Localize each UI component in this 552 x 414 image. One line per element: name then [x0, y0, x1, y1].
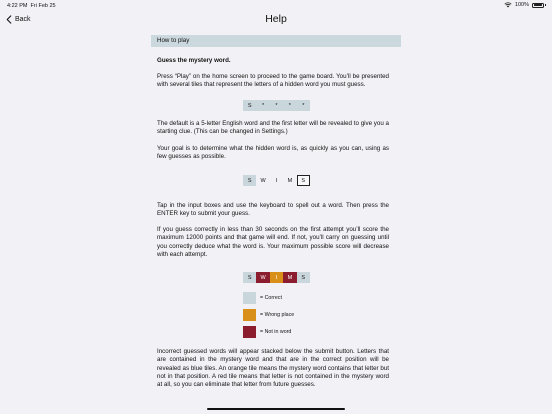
help-paragraph-6-text: Incorrect guessed words will appear stacked below the submit button. Letters that are contained in the mystery word and that are in the correct position will be revealed as blue tiles. An orange tile means the mystery word contains that letter but not in that position. A red tile means that letter is not contained in the mystery word at all, so you can eliminate that letter from future guesses.	[157, 348, 389, 389]
page-title: Help	[265, 13, 287, 25]
tile: S	[243, 100, 256, 111]
status-time-text: 4:22 PM	[7, 3, 28, 9]
tile: M	[283, 272, 296, 283]
tile: *	[270, 100, 283, 111]
help-paragraph-4-text: Tap in the input boxes and use the keyboard to spell out a word. Then press the ENTER key to submit your guess.	[157, 202, 389, 218]
legend-wrong-place-label: = Wrong place	[260, 312, 295, 318]
tile: *	[297, 100, 310, 111]
tile-row-example-3	[243, 272, 310, 283]
legend-wrong-place	[243, 309, 294, 321]
status-bar	[0, 0, 552, 12]
tile: *	[283, 100, 296, 111]
status-date-text: Fri Feb 25	[30, 3, 56, 9]
status-time	[7, 3, 56, 9]
status-right	[504, 2, 546, 8]
home-indicator[interactable]	[207, 408, 345, 410]
section-header: How to play	[151, 35, 401, 47]
help-paragraph-3-text: Your goal is to determine what the hidden word is, as quickly as you can, using as few guesses as possible.	[157, 145, 389, 161]
legend-correct-label: = Correct	[260, 295, 282, 301]
legend-not-in-word	[243, 326, 291, 338]
battery-fill	[534, 4, 543, 6]
help-paragraph-3	[157, 145, 389, 162]
help-paragraph-6	[157, 348, 389, 389]
tile: S	[243, 175, 256, 186]
legend-swatch-correct	[243, 292, 256, 304]
legend-swatch-wrong-place	[243, 309, 256, 321]
help-paragraph-2-text: The default is a 5-letter English word and the first letter will be revealed to give you a starting clue. (This can be changed in Settings.)	[157, 120, 389, 136]
legend-not-in-word-label: = Not in word	[260, 329, 292, 335]
tile-row-example-2	[243, 175, 310, 186]
help-paragraph-2	[157, 120, 389, 137]
tile: I	[270, 175, 283, 186]
tile: W	[256, 175, 269, 186]
legend-swatch-not-in-word	[243, 326, 256, 338]
tile: I	[270, 272, 283, 283]
battery-icon	[532, 3, 544, 8]
wifi-icon	[504, 2, 512, 8]
legend-correct	[243, 292, 282, 304]
help-paragraph-5	[157, 226, 389, 259]
help-heading	[157, 57, 389, 65]
nav-bar	[0, 12, 552, 32]
tile: M	[283, 175, 296, 186]
tile: S	[297, 272, 310, 283]
help-paragraph-1	[157, 73, 389, 90]
help-paragraph-4	[157, 202, 389, 219]
tile-row-example-1	[243, 100, 310, 111]
tile: S	[297, 175, 310, 186]
back-label: Back	[15, 16, 31, 23]
help-heading-text: Guess the mystery word.	[157, 57, 231, 64]
help-paragraph-5-text: If you guess correctly in less than 30 seconds on the first attempt you’ll score the maximum 12000 points and that game will end. If not, you’ll carry on guessing until you correctly deduce what the word is. Your maximum possible score will decrease with each attempt.	[157, 226, 389, 258]
tile: *	[256, 100, 269, 111]
tile: W	[256, 272, 269, 283]
help-paragraph-1-text: Press “Play” on the home screen to proceed to the game board. You’ll be presented with several tiles that represent the letters of a hidden word you must guess.	[157, 73, 389, 89]
tile: S	[243, 272, 256, 283]
battery-tip	[545, 4, 546, 7]
battery-percent: 100%	[514, 2, 529, 8]
